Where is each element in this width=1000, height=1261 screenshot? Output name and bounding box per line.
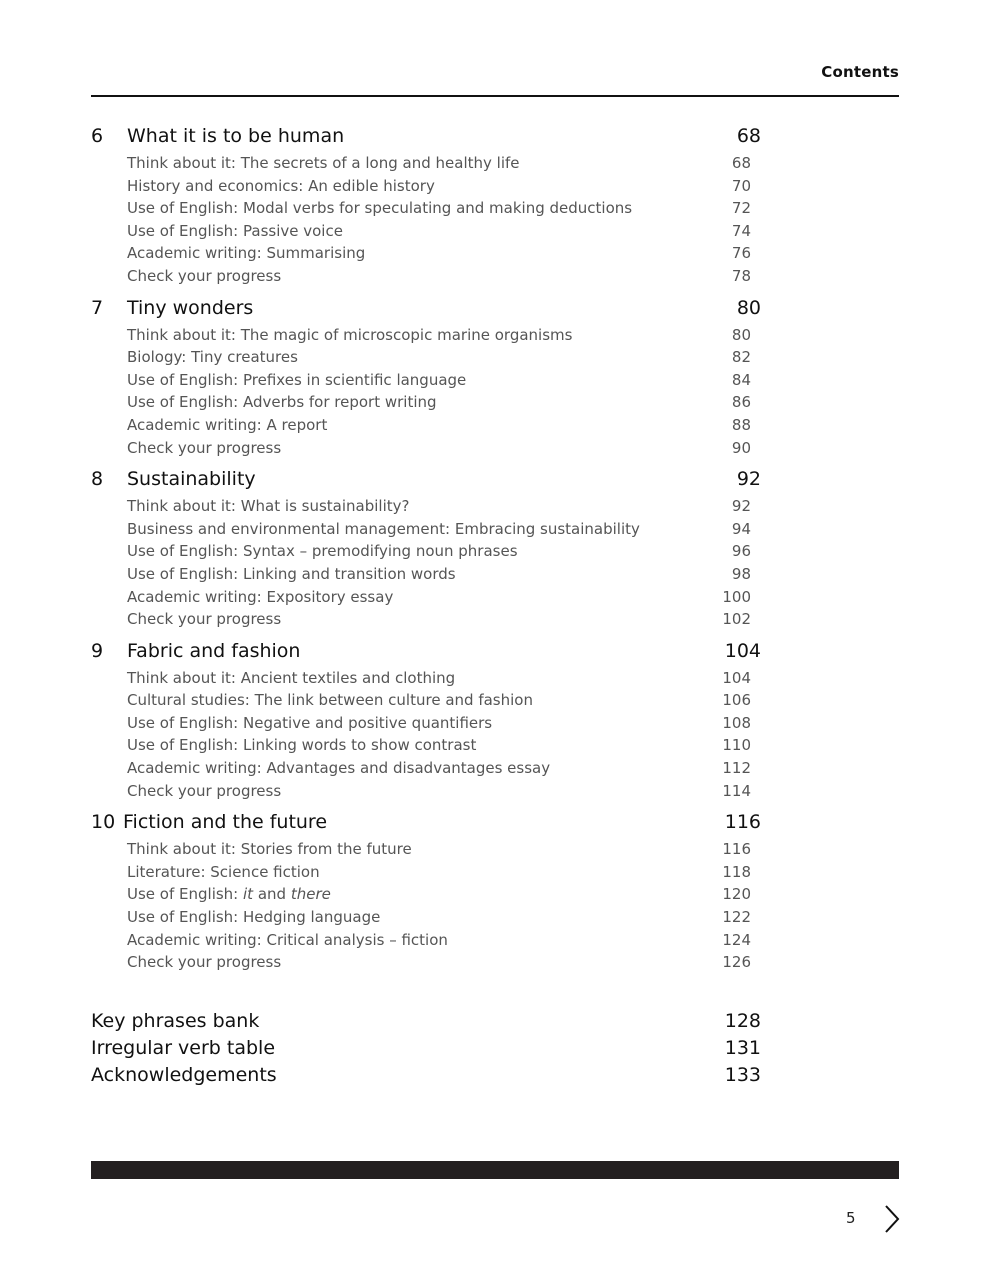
section-title: Academic writing: Advantages and disadvantages essay: [127, 759, 551, 778]
back-matter-list: [91, 1008, 761, 1089]
back-matter-entry[interactable]: [91, 1035, 761, 1062]
section-entry[interactable]: [91, 518, 761, 541]
section-entry[interactable]: [91, 712, 761, 735]
section-page-number: 110: [722, 736, 751, 755]
unit-section-list: [91, 838, 761, 974]
unit-8: [91, 463, 761, 631]
unit-9: [91, 635, 761, 803]
section-page-number: 96: [731, 542, 751, 561]
section-entry[interactable]: [91, 265, 761, 288]
section-page-number: 118: [722, 862, 751, 881]
section-title: Check your progress: [127, 266, 282, 285]
section-page-number: 88: [731, 415, 751, 434]
section-title-emphasis: there: [290, 885, 331, 904]
section-title: Use of English: Prefixes in scientific language: [127, 370, 467, 389]
unit-number: 7: [91, 296, 104, 319]
back-matter-entry[interactable]: [91, 1008, 761, 1035]
section-page-number: 86: [731, 393, 751, 412]
header-rule: [91, 95, 899, 97]
unit-6: [91, 120, 761, 288]
section-page-number: 84: [731, 370, 751, 389]
section-entry[interactable]: [91, 242, 761, 265]
back-matter-title: Irregular verb table: [91, 1037, 276, 1059]
unit-number: 9: [91, 639, 104, 662]
section-page-number: 114: [722, 781, 751, 800]
section-title: Think about it: The secrets of a long and healthy life: [127, 154, 520, 172]
back-matter-entry[interactable]: [91, 1062, 761, 1089]
unit-title: What it is to be human: [127, 125, 345, 147]
section-page-number: 124: [722, 930, 751, 949]
section-entry[interactable]: [91, 951, 761, 974]
section-title: Academic writing: A report: [127, 415, 328, 434]
back-matter-title: Key phrases bank: [91, 1010, 260, 1032]
section-page-number: 106: [722, 691, 751, 710]
section-title-emphasis: it: [243, 885, 254, 904]
back-matter-page-number: 131: [724, 1037, 761, 1059]
section-title: Academic writing: Critical analysis – fiction: [127, 930, 448, 949]
section-title: [127, 883, 701, 906]
section-page-number: 112: [722, 759, 751, 778]
unit-section-list: [91, 324, 761, 460]
unit-heading[interactable]: [91, 463, 761, 495]
section-entry[interactable]: [91, 495, 761, 518]
unit-number: 8: [91, 468, 104, 491]
unit-heading[interactable]: [91, 806, 761, 838]
section-entry[interactable]: [91, 346, 761, 369]
section-title: Cultural studies: The link between culture and fashion: [127, 691, 533, 710]
running-header: Contents: [821, 63, 899, 81]
section-page-number: 90: [731, 438, 751, 457]
section-page-number: 94: [731, 519, 751, 538]
table-of-contents: [91, 120, 761, 978]
section-page-number: 68: [731, 154, 751, 172]
unit-page-number: 80: [736, 296, 761, 319]
section-entry[interactable]: [91, 369, 761, 392]
unit-page-number: 68: [736, 125, 761, 147]
unit-title: Tiny wonders: [127, 296, 254, 319]
unit-number: 10: [91, 811, 116, 834]
section-title: Use of English: Negative and positive quantifiers: [127, 713, 493, 732]
section-title: Literature: Science fiction: [127, 862, 320, 881]
section-entry[interactable]: [91, 152, 761, 175]
section-title: Use of English: Passive voice: [127, 221, 343, 240]
section-title: Academic writing: Summarising: [127, 244, 366, 263]
unit-number: 6: [91, 125, 104, 147]
section-entry[interactable]: [91, 197, 761, 220]
section-entry[interactable]: [91, 929, 761, 952]
section-title-middle: and: [253, 885, 291, 904]
section-title: Use of English: Linking and transition words: [127, 564, 456, 583]
section-title: Think about it: The magic of microscopic marine organisms: [127, 325, 573, 344]
section-title: Use of English: Linking words to show contrast: [127, 736, 477, 755]
page-number: 5: [846, 1209, 856, 1227]
section-entry[interactable]: [91, 883, 761, 906]
section-entry[interactable]: [91, 757, 761, 780]
unit-page-number: 116: [724, 811, 761, 834]
unit-title: Sustainability: [127, 468, 256, 491]
unit-heading[interactable]: [91, 292, 761, 324]
section-title: Check your progress: [127, 781, 282, 800]
section-entry[interactable]: [91, 175, 761, 198]
section-title: Check your progress: [127, 438, 282, 457]
section-title-prefix: Use of English:: [127, 885, 244, 904]
section-page-number: 72: [731, 199, 751, 218]
chevron-right-icon[interactable]: [880, 1203, 902, 1235]
section-page-number: 108: [722, 713, 751, 732]
section-title: Use of English: Modal verbs for speculating and making deductions: [127, 199, 633, 218]
unit-heading[interactable]: [91, 120, 761, 152]
section-title: Think about it: What is sustainability?: [127, 497, 410, 516]
section-entry[interactable]: [91, 391, 761, 414]
section-entry[interactable]: [91, 838, 761, 861]
section-page-number: 102: [722, 610, 751, 629]
section-entry[interactable]: [91, 689, 761, 712]
section-page-number: 116: [722, 840, 751, 859]
section-page-number: 78: [731, 266, 751, 285]
section-entry[interactable]: [91, 734, 761, 757]
section-entry[interactable]: [91, 437, 761, 460]
section-page-number: 122: [722, 908, 751, 927]
section-title: Use of English: Adverbs for report writing: [127, 393, 437, 412]
back-matter-page-number: 128: [724, 1010, 761, 1032]
section-title: Check your progress: [127, 610, 282, 629]
section-title: Think about it: Stories from the future: [127, 840, 412, 859]
unit-10: [91, 806, 761, 974]
section-entry[interactable]: [91, 608, 761, 631]
section-entry[interactable]: [91, 906, 761, 929]
section-page-number: 98: [731, 564, 751, 583]
section-page-number: 70: [731, 176, 751, 195]
unit-title: Fabric and fashion: [127, 639, 301, 662]
section-entry[interactable]: [91, 780, 761, 803]
section-title: Business and environmental management: Embracing sustainability: [127, 519, 640, 538]
section-page-number: 82: [731, 348, 751, 367]
section-entry[interactable]: [91, 586, 761, 609]
section-page-number: 76: [731, 244, 751, 263]
section-entry[interactable]: [91, 667, 761, 690]
section-entry[interactable]: [91, 220, 761, 243]
footer-bar: [91, 1161, 899, 1179]
section-entry[interactable]: [91, 563, 761, 586]
section-page-number: 92: [731, 497, 751, 516]
unit-page-number: 104: [724, 639, 761, 662]
unit-title: Fiction and the future: [123, 811, 328, 834]
section-page-number: 80: [731, 325, 751, 344]
section-title: Think about it: Ancient textiles and clothing: [127, 668, 456, 687]
section-title: Use of English: Hedging language: [127, 908, 381, 927]
unit-section-list: [91, 667, 761, 803]
unit-7: [91, 292, 761, 460]
section-page-number: 100: [722, 587, 751, 606]
section-page-number: 104: [722, 668, 751, 687]
section-entry[interactable]: [91, 540, 761, 563]
section-page-number: 74: [731, 221, 751, 240]
section-title: Use of English: Syntax – premodifying noun phrases: [127, 542, 518, 561]
section-page-number: 126: [722, 953, 751, 972]
unit-page-number: 92: [736, 468, 761, 491]
back-matter-page-number: 133: [724, 1064, 761, 1086]
section-entry[interactable]: [91, 324, 761, 347]
section-title: Academic writing: Expository essay: [127, 587, 394, 606]
unit-section-list: [91, 495, 761, 631]
back-matter-title: Acknowledgements: [91, 1064, 277, 1086]
section-entry[interactable]: [91, 861, 761, 884]
unit-heading[interactable]: [91, 635, 761, 667]
section-entry[interactable]: [91, 414, 761, 437]
section-title: Biology: Tiny creatures: [127, 348, 298, 367]
section-title: Check your progress: [127, 953, 282, 972]
section-page-number: 120: [722, 885, 751, 904]
unit-section-list: [91, 152, 761, 288]
section-title: History and economics: An edible history: [127, 176, 435, 195]
